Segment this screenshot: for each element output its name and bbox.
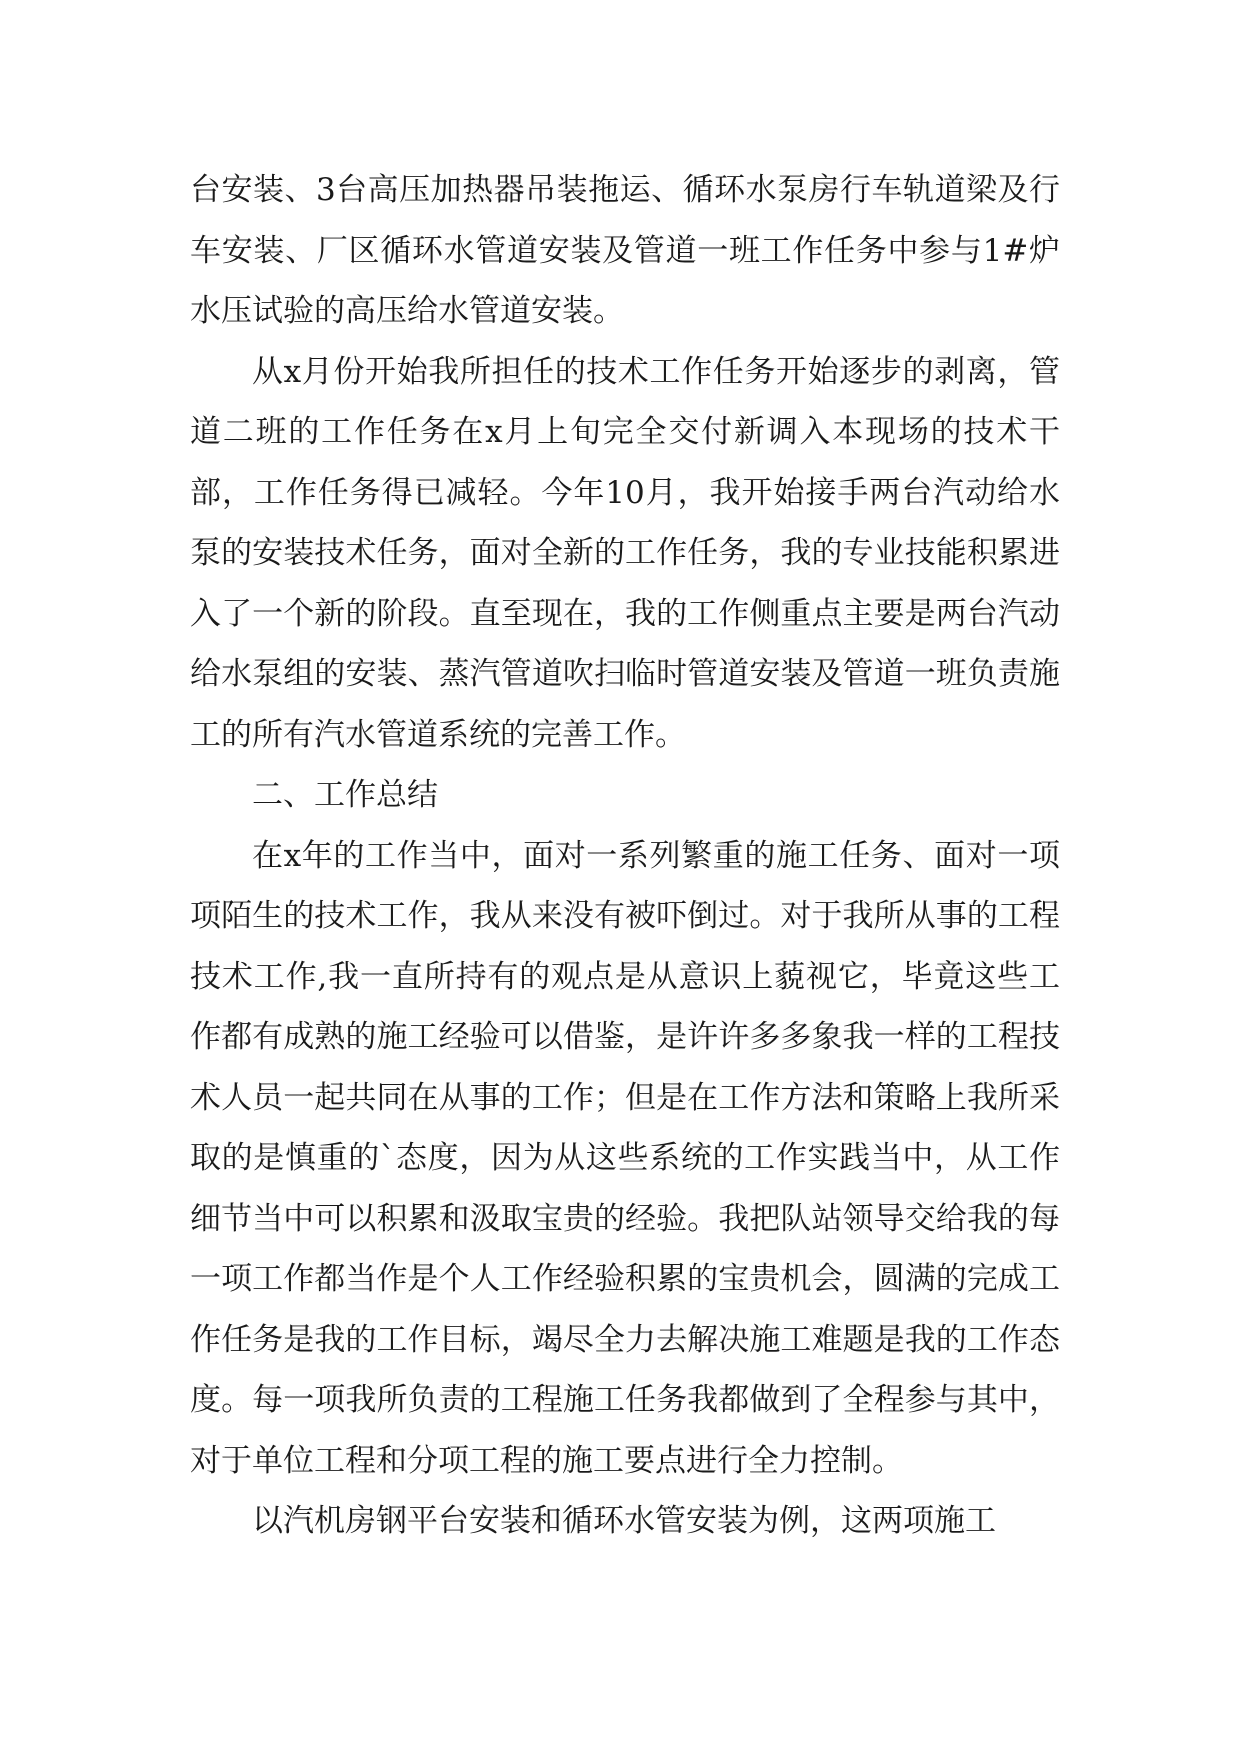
paragraph-2: 从x月份开始我所担任的技术工作任务开始逐步的剥离，管道二班的工作任务在x月上旬完全交付新调入本现场的技术干部，工作任务得已减轻。今年10月，我开始接手两台汽动给水泵的安装技术任务，面对全新的工作任务，我的专业技能积累进入了一个新的阶段。直至现在，我的工作侧重点主要是两台汽动给水泵组的安装、蒸汽管道吹扫临时管道安装及管道一班负责施工的所有汽水管道系统的完善工作。 — [190, 353, 1060, 753]
paragraph-1: 台安装、3台高压加热器吊装拖运、循环水泵房行车轨道梁及行车安装、厂区循环水管道安装及管道一班工作任务中参与1#炉水压试验的高压给水管道安装。 — [190, 172, 1060, 329]
section-heading-work-summary: 二、工作总结 — [252, 777, 438, 813]
paragraph-3: 在x年的工作当中，面对一系列繁重的施工任务、面对一项项陌生的技术工作，我从来没有被吓倒过。对于我所从事的工程技术工作,我一直所持有的观点是从意识上藐视它，毕竟这些工作都有成熟的施工经验可以借鉴，是许许多多象我一样的工程技术人员一起共同在从事的工作；但是在工作方法和策略上我所采取的是慎重的`态度，因为从这些系统的工作实践当中，从工作细节当中可以积累和汲取宝贵的经验。我把队站领导交给我的每一项工作都当作是个人工作经验积累的宝贵机会，圆满的完成工作任务是我的工作目标，竭尽全力去解决施工难题是我的工作态度。每一项我所负责的工程施工任务我都做到了全程参与其中，对于单位工程和分项工程的施工要点进行全力控制。 — [190, 837, 1060, 1479]
paragraph-4: 以汽机房钢平台安装和循环水管安装为例，这两项施工 — [252, 1503, 996, 1539]
document-body — [190, 160, 1060, 1552]
